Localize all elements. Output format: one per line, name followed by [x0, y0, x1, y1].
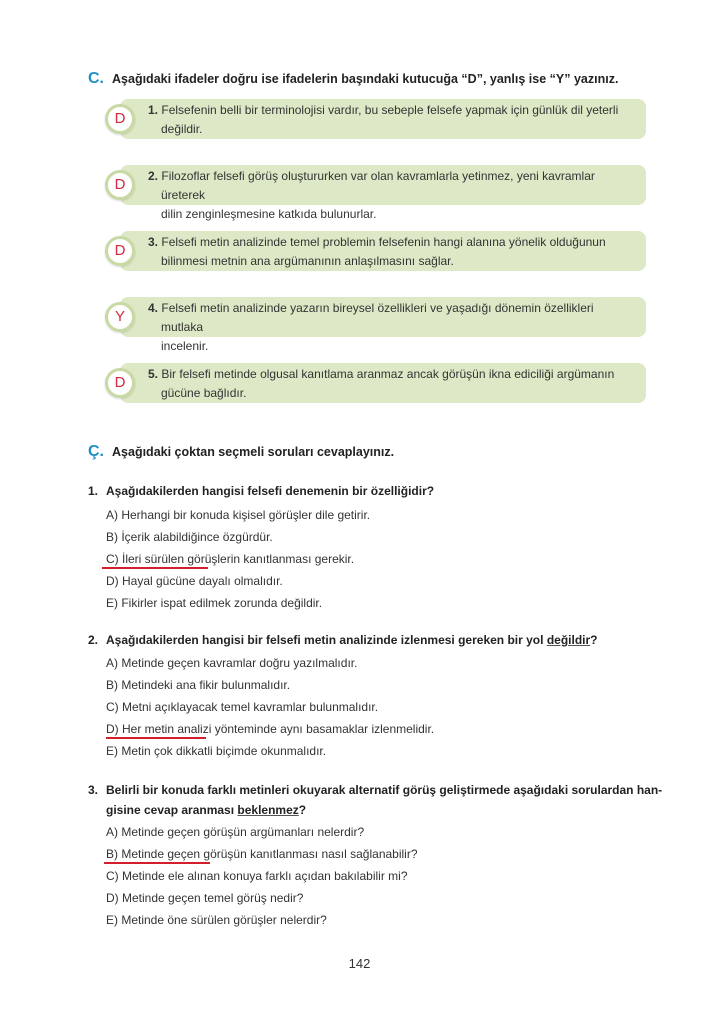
q2-option-c[interactable]: C) Metni açıklayacak temel kavramlar bulunmalıdır. [106, 700, 379, 714]
q3-option-e[interactable]: E) Metinde öne sürülen görüşler nelerdir? [106, 913, 327, 927]
item-text-line2: bilinmesi metnin ana argümanının anlaşılmasını sağlar. [161, 254, 454, 268]
question-text: Aşağıdakilerden hangisi bir felsefi metin analizinde izlenmesi gereken bir yol [106, 633, 547, 647]
section-cc-letter: Ç. [88, 443, 104, 460]
tf-item-4 [114, 297, 646, 353]
question-mark: ? [590, 633, 598, 647]
answer-mark-line [102, 567, 208, 569]
q1-option-b[interactable]: B) İçerik alabildiğince özgürdür. [106, 530, 273, 544]
q2-option-a[interactable]: A) Metinde geçen kavramlar doğru yazılmalıdır. [106, 656, 358, 670]
page-number: 142 [348, 956, 371, 971]
question-3 [88, 779, 662, 801]
answer-circle[interactable] [105, 170, 135, 200]
q2-option-e[interactable]: E) Metin çok dikkatli biçimde okunmalıdır. [106, 744, 327, 758]
question-number: 3. [88, 783, 99, 797]
answer-circle[interactable] [105, 104, 135, 134]
item-number: 1. [148, 103, 159, 117]
question-text-line2: gisine cevap aranması [106, 803, 238, 817]
q3-option-a[interactable]: A) Metinde geçen görüşün argümanları nelerdir? [106, 825, 365, 839]
answer-mark-line [106, 737, 206, 739]
q1-option-c[interactable]: C) İleri sürülen görüşlerin kanıtlanması gerekir. [106, 552, 355, 566]
item-text-line1: Felsefenin belli bir terminolojisi vardır, bu sebeple felsefe yapmak için günlük dil yeterli [161, 103, 619, 117]
section-c-instruction: Aşağıdaki ifadeler doğru ise ifadelerin başındaki kutucuğa “D”, yanlış ise “Y” yazınız. [112, 72, 619, 86]
q3-option-b[interactable]: B) Metinde geçen görüşün kanıtlanması nasıl sağlanabilir? [106, 847, 418, 861]
tf-item-3 [114, 231, 646, 271]
section-c-heading [88, 70, 618, 88]
question-mark: ? [298, 803, 307, 817]
item-text-line2: incelenir. [161, 339, 209, 353]
tf-item-2 [114, 165, 646, 221]
question-emphasis: beklenmez [237, 803, 299, 817]
item-number: 2. [148, 169, 159, 183]
q2-option-b[interactable]: B) Metindeki ana fikir bulunmalıdır. [106, 678, 291, 692]
item-number: 3. [148, 235, 159, 249]
question-1 [88, 480, 434, 502]
q1-option-e[interactable]: E) Fikirler ispat edilmek zorunda değildir. [106, 596, 323, 610]
item-text-line2: dilin zenginleşmesine katkıda bulunurlar. [161, 207, 377, 221]
answer-mark: D [114, 110, 126, 127]
question-number: 2. [88, 633, 99, 647]
answer-mark: Y [114, 308, 125, 325]
item-number: 5. [148, 367, 159, 381]
q1-option-a[interactable]: A) Herhangi bir konuda kişisel görüşler dile getirir. [106, 508, 371, 522]
item-text-line1: Filozoflar felsefi görüş oluştururken var olan kavramlarla yetinmez, yeni kavramlar üreterek [161, 169, 595, 202]
section-cc-heading [88, 443, 394, 461]
question-text-line1: Belirli bir konuda farklı metinleri okuyarak alternatif görüş geliştirmede aşağıdaki sorulardan han- [106, 783, 663, 797]
answer-mark: D [114, 374, 126, 391]
answer-circle[interactable] [105, 368, 135, 398]
q2-option-d[interactable]: D) Her metin analizi yönteminde aynı basamaklar izlenmelidir. [106, 722, 435, 736]
question-2 [88, 629, 598, 651]
q3-option-d[interactable]: D) Metinde geçen temel görüş nedir? [106, 891, 304, 905]
section-c-letter: C. [88, 70, 104, 87]
answer-circle[interactable] [105, 236, 135, 266]
q3-option-c[interactable]: C) Metinde ele alınan konuya farklı açıdan bakılabilir mi? [106, 869, 408, 883]
tf-item-5 [114, 363, 646, 403]
answer-mark-line [104, 862, 210, 864]
question-number: 1. [88, 484, 99, 498]
answer-mark: D [114, 242, 126, 259]
item-number: 4. [148, 301, 159, 315]
answer-circle[interactable] [105, 302, 135, 332]
q1-option-d[interactable]: D) Hayal gücüne dayalı olmalıdır. [106, 574, 283, 588]
item-text-line2: gücüne bağlıdır. [161, 386, 247, 400]
item-text-line2: değildir. [161, 122, 203, 136]
section-cc-instruction: Aşağıdaki çoktan seçmeli soruları cevaplayınız. [112, 445, 395, 459]
item-text-line1: Bir felsefi metinde olgusal kanıtlama aranmaz ancak görüşün ikna ediciliği argümanın [161, 367, 615, 381]
tf-item-1 [114, 99, 646, 139]
item-text-line1: Felsefi metin analizinde yazarın bireysel özellikleri ve yaşadığı dönemin özellikleri mutlaka [161, 301, 594, 334]
question-emphasis: değildir [546, 633, 591, 647]
question-3-line2 [106, 799, 306, 821]
question-text: Aşağıdakilerden hangisi felsefi denemenin bir özelliğidir? [106, 484, 435, 498]
answer-mark: D [114, 176, 126, 193]
item-text-line1: Felsefi metin analizinde temel problemin felsefenin hangi alanına yönelik olduğunun [161, 235, 606, 249]
